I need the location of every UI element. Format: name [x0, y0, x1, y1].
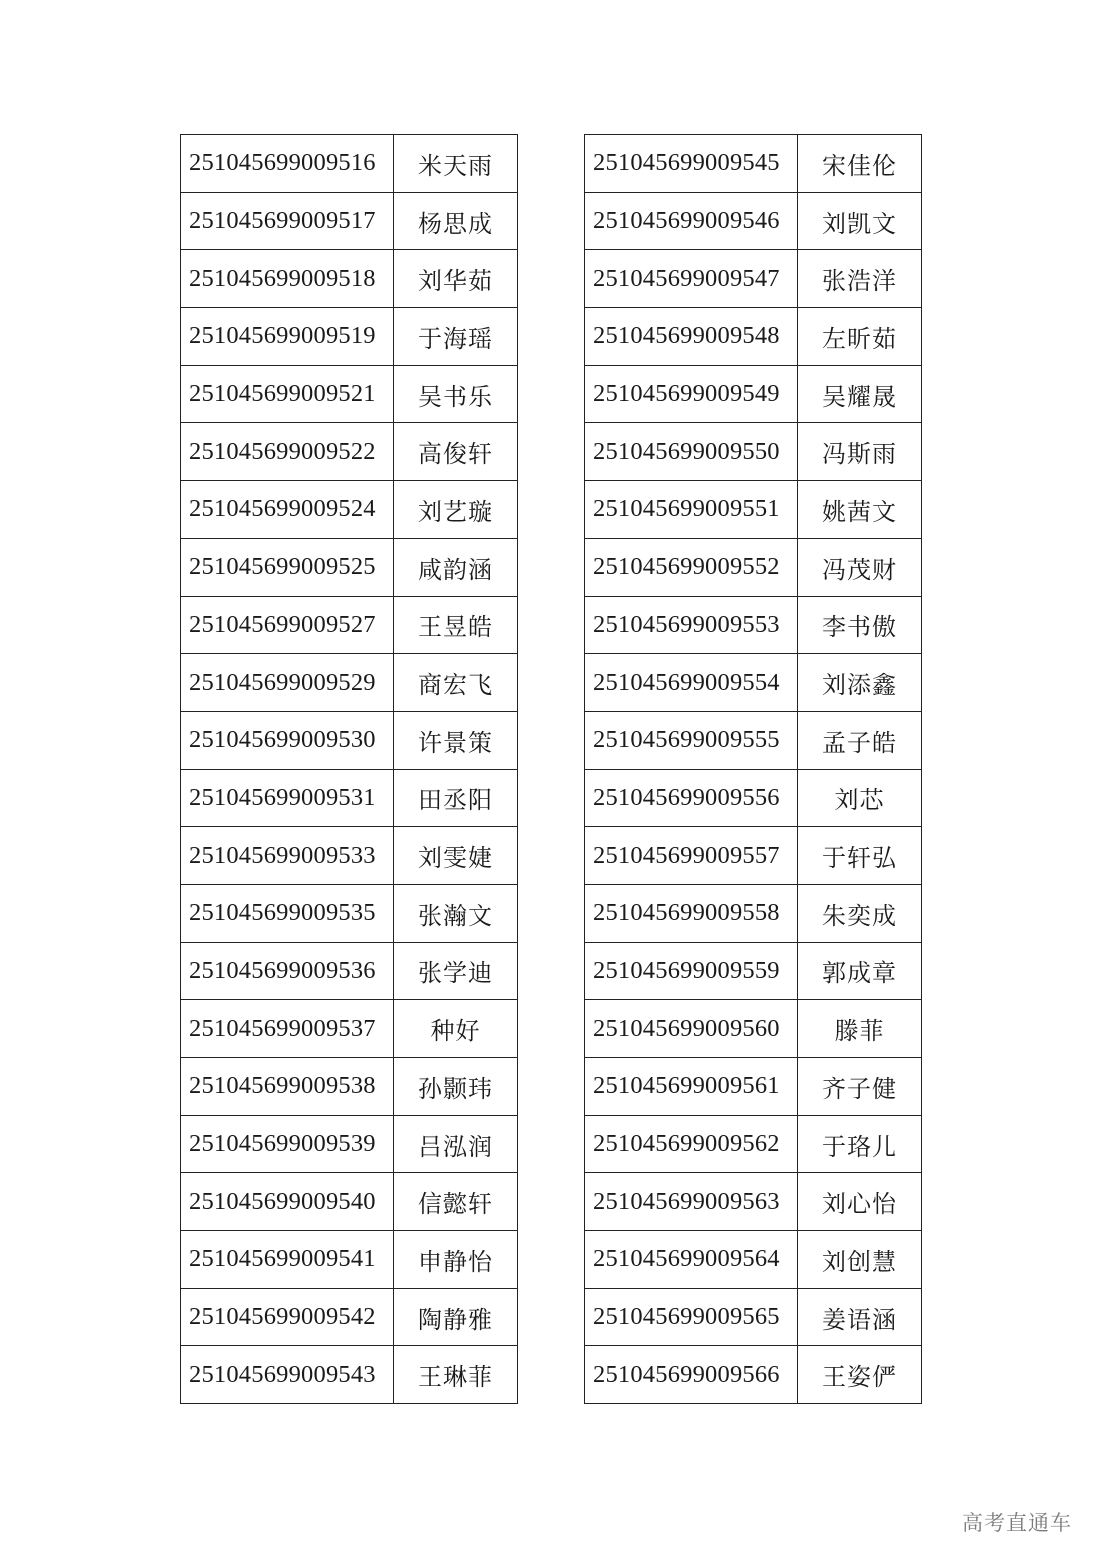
- student-name-cell: 张学迪: [394, 942, 518, 1000]
- table-row: [585, 654, 922, 712]
- table-row: [181, 1173, 518, 1231]
- table-row: [585, 365, 922, 423]
- student-name-cell: 信懿轩: [394, 1173, 518, 1231]
- student-id-cell: 251045699009537: [181, 1000, 394, 1058]
- student-name-cell: 冯斯雨: [798, 423, 922, 481]
- student-name-cell: 吕泓润: [394, 1115, 518, 1173]
- student-id-cell: 251045699009561: [585, 1058, 798, 1116]
- student-id-cell: 251045699009562: [585, 1115, 798, 1173]
- student-id-cell: 251045699009543: [181, 1346, 394, 1404]
- student-id-cell: 251045699009555: [585, 711, 798, 769]
- student-name-cell: 宋佳伦: [798, 135, 922, 193]
- student-id-cell: 251045699009529: [181, 654, 394, 712]
- student-name-cell: 郭成章: [798, 942, 922, 1000]
- student-id-cell: 251045699009558: [585, 884, 798, 942]
- table-row: [585, 827, 922, 885]
- student-name-cell: 冯茂财: [798, 538, 922, 596]
- table-row: [585, 1231, 922, 1289]
- student-name-cell: 朱奕成: [798, 884, 922, 942]
- student-id-cell: 251045699009522: [181, 423, 394, 481]
- table-row: [181, 654, 518, 712]
- roster-table-left: [180, 134, 518, 1404]
- student-name-cell: 李书傲: [798, 596, 922, 654]
- table-row: [585, 596, 922, 654]
- student-id-cell: 251045699009564: [585, 1231, 798, 1289]
- student-name-cell: 吴耀晟: [798, 365, 922, 423]
- student-id-cell: 251045699009536: [181, 942, 394, 1000]
- student-name-cell: 咸韵涵: [394, 538, 518, 596]
- table-row: [181, 1000, 518, 1058]
- student-id-cell: 251045699009524: [181, 481, 394, 539]
- student-id-cell: 251045699009525: [181, 538, 394, 596]
- table-row: [585, 481, 922, 539]
- student-id-cell: 251045699009547: [585, 250, 798, 308]
- table-row: [585, 538, 922, 596]
- student-id-cell: 251045699009557: [585, 827, 798, 885]
- student-name-cell: 齐子健: [798, 1058, 922, 1116]
- student-name-cell: 于轩弘: [798, 827, 922, 885]
- table-row: [585, 308, 922, 366]
- student-id-cell: 251045699009556: [585, 769, 798, 827]
- table-row: [585, 884, 922, 942]
- student-id-cell: 251045699009549: [585, 365, 798, 423]
- student-id-cell: 251045699009527: [181, 596, 394, 654]
- student-name-cell: 种好: [394, 1000, 518, 1058]
- student-id-cell: 251045699009548: [585, 308, 798, 366]
- student-name-cell: 刘心怡: [798, 1173, 922, 1231]
- student-name-cell: 陶静雅: [394, 1288, 518, 1346]
- student-name-cell: 高俊轩: [394, 423, 518, 481]
- table-row: [181, 884, 518, 942]
- table-row: [181, 769, 518, 827]
- student-id-cell: 251045699009521: [181, 365, 394, 423]
- student-id-cell: 251045699009566: [585, 1346, 798, 1404]
- student-id-cell: 251045699009533: [181, 827, 394, 885]
- table-row: [585, 423, 922, 481]
- student-name-cell: 刘创慧: [798, 1231, 922, 1289]
- student-id-cell: 251045699009538: [181, 1058, 394, 1116]
- student-id-cell: 251045699009518: [181, 250, 394, 308]
- table-row: [585, 250, 922, 308]
- table-row: [181, 308, 518, 366]
- table-row: [181, 250, 518, 308]
- student-id-cell: 251045699009519: [181, 308, 394, 366]
- student-name-cell: 于珞儿: [798, 1115, 922, 1173]
- student-id-cell: 251045699009541: [181, 1231, 394, 1289]
- table-row: [181, 135, 518, 193]
- student-name-cell: 王琳菲: [394, 1346, 518, 1404]
- student-name-cell: 刘芯: [798, 769, 922, 827]
- student-name-cell: 刘雯婕: [394, 827, 518, 885]
- table-row: [585, 192, 922, 250]
- table-row: [181, 827, 518, 885]
- student-name-cell: 吴书乐: [394, 365, 518, 423]
- table-row: [181, 538, 518, 596]
- table-row: [181, 1288, 518, 1346]
- student-id-cell: 251045699009540: [181, 1173, 394, 1231]
- table-row: [585, 711, 922, 769]
- table-row: [181, 365, 518, 423]
- student-name-cell: 米天雨: [394, 135, 518, 193]
- student-name-cell: 王昱皓: [394, 596, 518, 654]
- student-name-cell: 刘华茹: [394, 250, 518, 308]
- table-row: [585, 1115, 922, 1173]
- roster-table-right: [584, 134, 922, 1404]
- student-id-cell: 251045699009516: [181, 135, 394, 193]
- table-row: [585, 1000, 922, 1058]
- student-name-cell: 张瀚文: [394, 884, 518, 942]
- student-name-cell: 王姿俨: [798, 1346, 922, 1404]
- student-id-cell: 251045699009550: [585, 423, 798, 481]
- student-id-cell: 251045699009531: [181, 769, 394, 827]
- student-id-cell: 251045699009545: [585, 135, 798, 193]
- table-row: [585, 1058, 922, 1116]
- student-id-cell: 251045699009554: [585, 654, 798, 712]
- roster-table-right-body: [585, 135, 922, 1404]
- table-row: [181, 942, 518, 1000]
- table-row: [585, 769, 922, 827]
- table-row: [181, 1058, 518, 1116]
- student-id-cell: 251045699009552: [585, 538, 798, 596]
- student-id-cell: 251045699009539: [181, 1115, 394, 1173]
- student-name-cell: 孟子皓: [798, 711, 922, 769]
- student-id-cell: 251045699009517: [181, 192, 394, 250]
- student-name-cell: 杨思成: [394, 192, 518, 250]
- table-row: [181, 423, 518, 481]
- student-name-cell: 许景策: [394, 711, 518, 769]
- student-name-cell: 商宏飞: [394, 654, 518, 712]
- student-name-cell: 刘添鑫: [798, 654, 922, 712]
- table-row: [181, 481, 518, 539]
- table-row: [585, 135, 922, 193]
- student-name-cell: 孙颢玮: [394, 1058, 518, 1116]
- student-name-cell: 张浩洋: [798, 250, 922, 308]
- table-row: [181, 1115, 518, 1173]
- watermark: 高考直通车: [962, 1511, 1072, 1535]
- table-row: [585, 942, 922, 1000]
- student-name-cell: 申静怡: [394, 1231, 518, 1289]
- student-id-cell: 251045699009546: [585, 192, 798, 250]
- student-name-cell: 田丞阳: [394, 769, 518, 827]
- student-name-cell: 于海瑶: [394, 308, 518, 366]
- student-name-cell: 滕菲: [798, 1000, 922, 1058]
- student-id-cell: 251045699009560: [585, 1000, 798, 1058]
- table-row: [181, 1346, 518, 1404]
- student-id-cell: 251045699009563: [585, 1173, 798, 1231]
- roster-table-left-body: [181, 135, 518, 1404]
- student-name-cell: 姜语涵: [798, 1288, 922, 1346]
- student-id-cell: 251045699009551: [585, 481, 798, 539]
- student-id-cell: 251045699009535: [181, 884, 394, 942]
- table-row: [585, 1346, 922, 1404]
- table-row: [181, 711, 518, 769]
- student-name-cell: 刘凯文: [798, 192, 922, 250]
- student-id-cell: 251045699009530: [181, 711, 394, 769]
- student-id-cell: 251045699009565: [585, 1288, 798, 1346]
- student-id-cell: 251045699009553: [585, 596, 798, 654]
- student-name-cell: 左昕茹: [798, 308, 922, 366]
- student-id-cell: 251045699009542: [181, 1288, 394, 1346]
- table-row: [585, 1173, 922, 1231]
- table-row: [181, 596, 518, 654]
- table-row: [181, 1231, 518, 1289]
- student-name-cell: 姚茜文: [798, 481, 922, 539]
- student-id-cell: 251045699009559: [585, 942, 798, 1000]
- table-row: [585, 1288, 922, 1346]
- student-name-cell: 刘艺璇: [394, 481, 518, 539]
- table-row: [181, 192, 518, 250]
